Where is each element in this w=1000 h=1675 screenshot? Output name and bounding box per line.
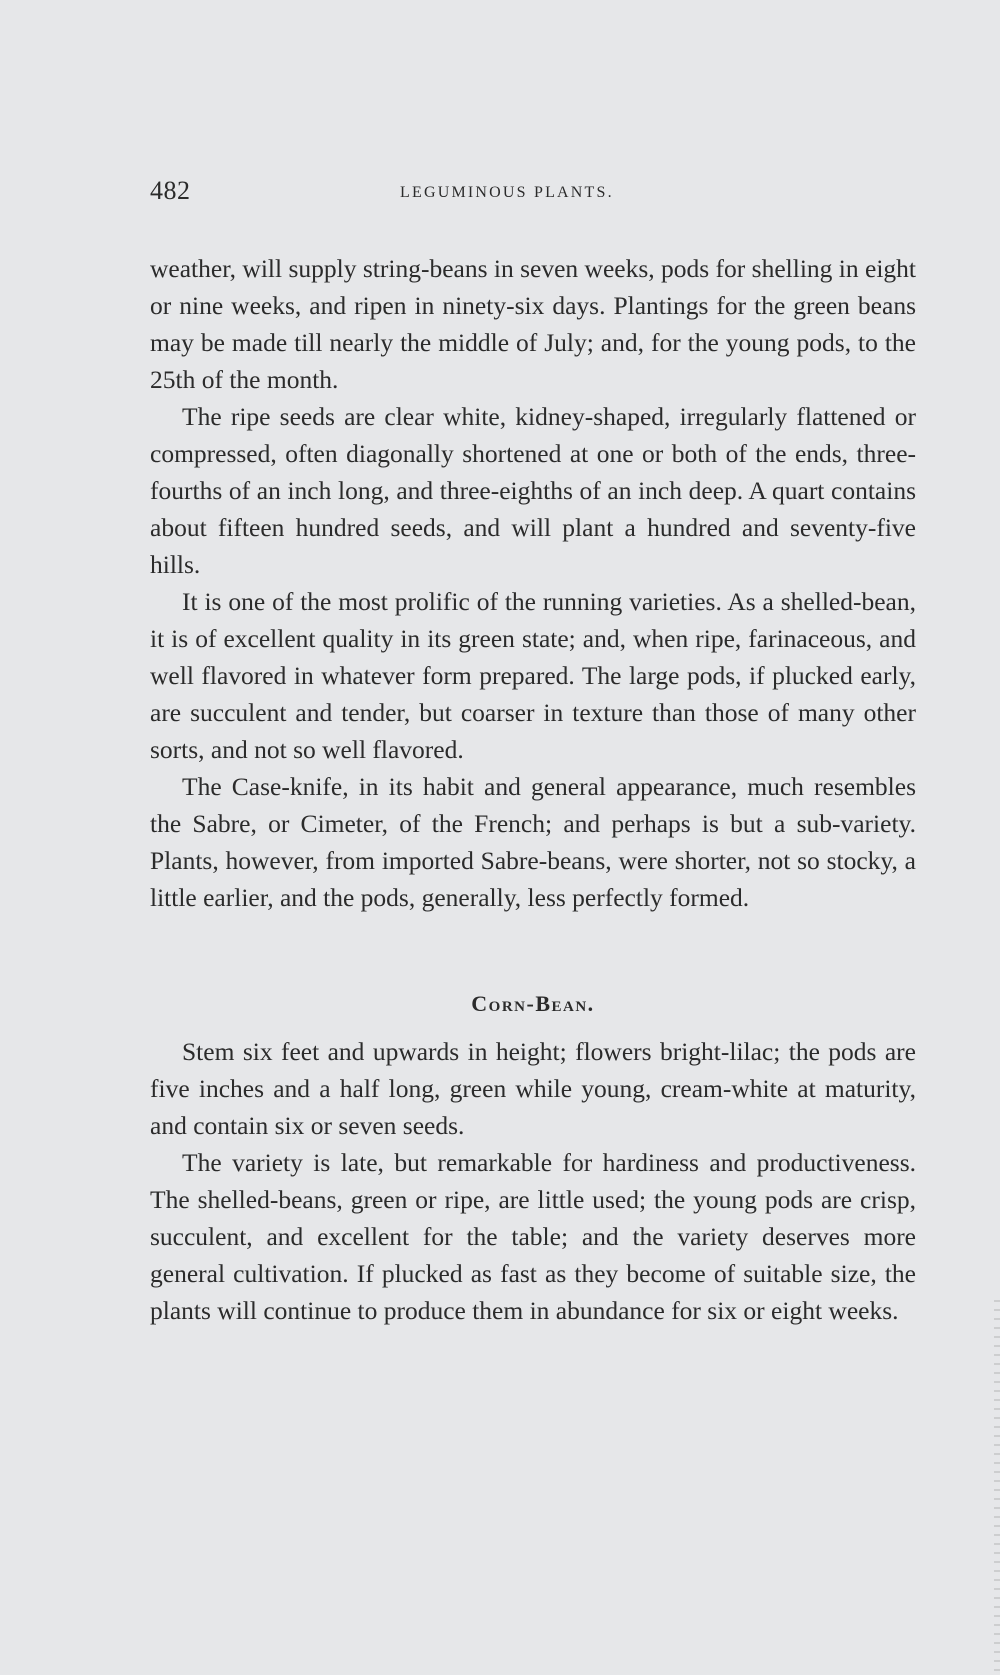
paragraph-ripe-seeds: The ripe seeds are clear white, kidney-shaped, irregularly flattened or compressed, often diagonally shortened at one or both of the ends, three-fourths of an inch long, and three-eighths of an inch deep. A quart contains about fifteen hundred seeds, and will plant a hundred and seventy-five hills. xyxy=(150,402,916,579)
page-header xyxy=(150,176,916,212)
page-number: 482 xyxy=(150,176,191,205)
paragraph-corn-bean-description: Stem six feet and upwards in height; flowers bright-lilac; the pods are five inches and a half long, green while young, cream-white at maturity, and contain six or seven seeds. xyxy=(150,1037,916,1140)
paragraph-continued: weather, will supply string-beans in seven weeks, pods for shelling in eight or nine weeks, and ripen in ninety-six days. Plantings for the green beans may be made till nearly the middle of July; and, for the young pods, to the 25th of the month. xyxy=(150,254,916,394)
paragraph-case-knife: The Case-knife, in its habit and general appearance, much resembles the Sabre, or Cimeter, of the French; and perhaps is but a sub-variety. Plants, however, from imported Sabre-beans, were shorter, not so stocky, a little earlier, and the pods, generally, less perfectly formed. xyxy=(150,772,916,912)
running-title: LEGUMINOUS PLANTS. xyxy=(400,184,614,201)
paragraph-prolific: It is one of the most prolific of the running varieties. As a shelled-bean, it is of excellent quality in its green state; and, when ripe, farinaceous, and well flavored in whatever form prepared. The large pods, if plucked early, are succulent and tender, but coarser in texture than those of many other sorts, and not so well flavored. xyxy=(150,587,916,764)
section-heading-corn-bean: Corn-Bean. xyxy=(471,991,595,1016)
page-body xyxy=(150,250,916,1329)
paragraph-corn-bean-variety: The variety is late, but remarkable for hardiness and productiveness. The shelled-beans, green or ripe, are little used; the young pods are crisp, succulent, and excellent for the table; and the variety deserves more general cultivation. If plucked as fast as they become of suitable size, the plants will continue to produce them in abundance for six or eight weeks. xyxy=(150,1148,916,1325)
page-edge-texture xyxy=(994,1300,1000,1675)
